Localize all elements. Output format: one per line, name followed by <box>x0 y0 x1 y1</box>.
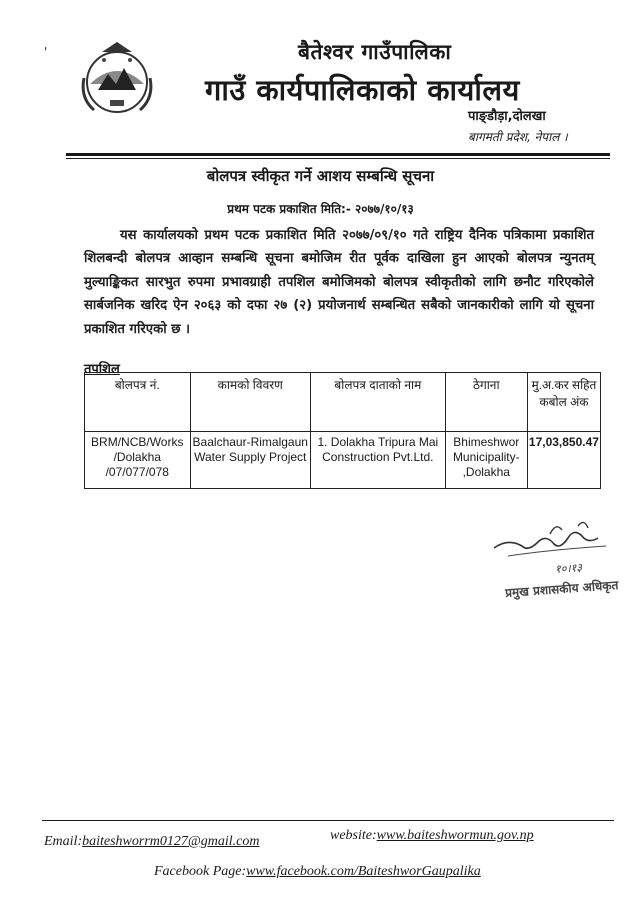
office-address: पाङ्डौड़ा,दोलखा <box>468 109 546 124</box>
facebook-label: Facebook Page: <box>154 864 247 879</box>
header-divider-thin <box>66 158 610 159</box>
notice-body: यस कार्यालयको प्रथम पटक प्रकाशित मिति २०७७/०९/१० गते राष्ट्रिय दैनिक पत्रिकामा प्रकाशित शिलबन्दी बोलपत्र आव्हान सम्बन्धि सूचना बमोजिम रीत पूर्वक दाखिला हुन आएको बोलपत्र न्युनतम् मुल्याङ्किकत सारभुत रुपमा प्रभावग्राही तपशिल बमोजिमको बोलपत्र स्वीकृतीको लागि छनौट गरिएकोले सार्बजनिक खरिद ऐन २०६३ को दफा २७ (२) प्रयोजनार्थ सम्बन्धित सबैको जानकारीको लागि यो सूचना प्रकाशित गरिएको छ । <box>84 228 594 337</box>
bidder-address-cell: Bhimeshwor Municipality- ,Dolakha <box>445 432 527 489</box>
column-header: बोलपत्र दाताको नाम <box>310 373 445 432</box>
bid-amount-cell: 17,03,850.47 <box>527 432 600 489</box>
bidder-name-cell: 1. Dolakha Tripura Mai Construction Pvt.Ltd. <box>310 432 445 489</box>
email-link[interactable]: baiteshworrm0127@gmail.com <box>82 834 260 849</box>
details-heading: तपशिल <box>84 362 120 377</box>
column-header: मु.अ.कर सहित कबोल अंक <box>527 373 600 432</box>
bid-details-table <box>84 372 601 489</box>
table-header-row <box>85 373 601 432</box>
nepal-government-emblem-icon <box>74 38 160 118</box>
footer-email <box>44 834 260 850</box>
footer-facebook <box>154 864 481 880</box>
column-header: कामको विवरण <box>190 373 310 432</box>
office-name: गाउँ कार्यपालिकाको कार्यालय <box>205 73 520 107</box>
work-description-cell: Baalchaur-Rimalgaun Water Supply Project <box>190 432 310 489</box>
facebook-link[interactable]: www.facebook.com/BaiteshworGaupalika <box>246 864 481 879</box>
website-label: website: <box>330 828 377 843</box>
column-header: बोलपत्र नं. <box>85 373 191 432</box>
province-line: बागमती प्रदेश, नेपाल । <box>468 130 568 144</box>
header-divider <box>66 153 610 156</box>
table-row <box>85 432 601 489</box>
email-label: Email: <box>44 834 83 849</box>
signatory-title: प्रमुख प्रशासकीय अधिकृत <box>504 578 619 600</box>
website-link[interactable]: www.baiteshwormun.gov.np <box>376 828 534 843</box>
margin-mark: ' <box>44 45 48 59</box>
signature-image <box>488 516 618 576</box>
municipality-name: बैतेश्वर गाउँपालिका <box>298 40 452 64</box>
signature-date: १०।१३ <box>554 561 583 576</box>
notice-title: बोलपत्र स्वीकृत गर्ने आशय सम्बन्धि सूचना <box>206 167 435 185</box>
column-header: ठेगाना <box>445 373 527 432</box>
footer-website <box>330 828 534 844</box>
publication-date: प्रथम पटक प्रकाशित मिति:- २०७७/१०/१३ <box>227 202 414 216</box>
footer-divider <box>42 820 614 821</box>
bid-number-cell: BRM/NCB/Works /Dolakha /07/077/078 <box>85 432 191 489</box>
